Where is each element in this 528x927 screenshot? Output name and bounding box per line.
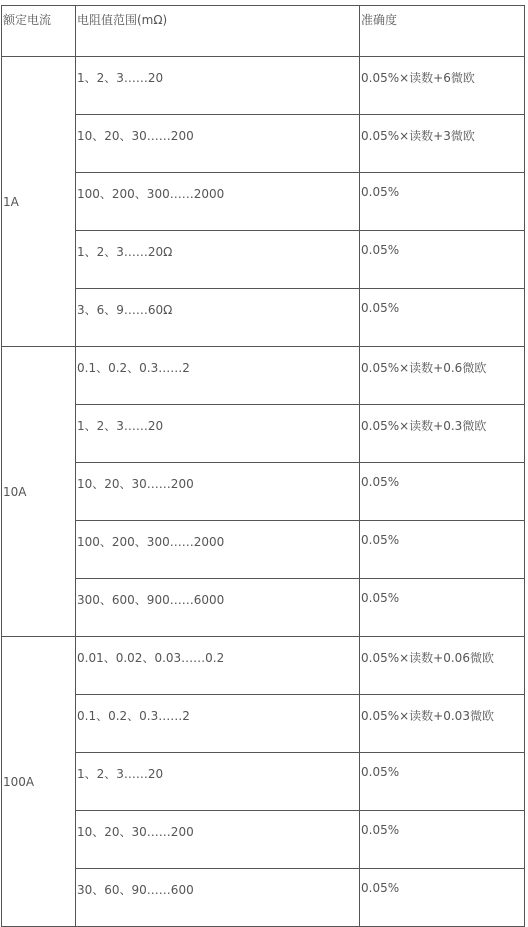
range-cell: 300、600、900……6000 bbox=[76, 579, 360, 637]
table-row bbox=[2, 405, 525, 463]
range-cell: 0.1、0.2、0.3……2 bbox=[76, 695, 360, 753]
table-row bbox=[2, 173, 525, 231]
accuracy-cell: 0.05% bbox=[360, 753, 525, 811]
current-cell: 100A bbox=[2, 637, 76, 927]
accuracy-cell: 0.05%×读数+0.06微欧 bbox=[360, 637, 525, 695]
table-row bbox=[2, 695, 525, 753]
header-current: 额定电流 bbox=[2, 6, 76, 57]
range-cell: 1、2、3……20 bbox=[76, 405, 360, 463]
accuracy-cell: 0.05%×读数+3微欧 bbox=[360, 115, 525, 173]
header-range: 电阻值范围(mΩ) bbox=[76, 6, 360, 57]
accuracy-cell: 0.05% bbox=[360, 289, 525, 347]
table-body bbox=[2, 57, 525, 927]
range-cell: 30、60、90……600 bbox=[76, 869, 360, 927]
table-row bbox=[2, 637, 525, 695]
current-cell: 1A bbox=[2, 57, 76, 347]
range-cell: 1、2、3……20 bbox=[76, 57, 360, 115]
range-cell: 10、20、30……200 bbox=[76, 811, 360, 869]
table-row bbox=[2, 811, 525, 869]
range-cell: 3、6、9……60Ω bbox=[76, 289, 360, 347]
range-cell: 10、20、30……200 bbox=[76, 115, 360, 173]
spec-table bbox=[1, 5, 525, 927]
header-row bbox=[2, 6, 525, 57]
accuracy-cell: 0.05%×读数+6微欧 bbox=[360, 57, 525, 115]
accuracy-cell: 0.05% bbox=[360, 521, 525, 579]
range-cell: 1、2、3……20 bbox=[76, 753, 360, 811]
accuracy-cell: 0.05% bbox=[360, 869, 525, 927]
accuracy-cell: 0.05% bbox=[360, 463, 525, 521]
range-cell: 100、200、300……2000 bbox=[76, 173, 360, 231]
table-row bbox=[2, 289, 525, 347]
table-row bbox=[2, 753, 525, 811]
accuracy-cell: 0.05% bbox=[360, 811, 525, 869]
range-cell: 0.1、0.2、0.3……2 bbox=[76, 347, 360, 405]
range-cell: 10、20、30……200 bbox=[76, 463, 360, 521]
range-cell: 1、2、3……20Ω bbox=[76, 231, 360, 289]
accuracy-cell: 0.05% bbox=[360, 173, 525, 231]
accuracy-cell: 0.05%×读数+0.3微欧 bbox=[360, 405, 525, 463]
table-row bbox=[2, 57, 525, 115]
table-row bbox=[2, 115, 525, 173]
accuracy-cell: 0.05%×读数+0.6微欧 bbox=[360, 347, 525, 405]
range-cell: 0.01、0.02、0.03……0.2 bbox=[76, 637, 360, 695]
range-cell: 100、200、300……2000 bbox=[76, 521, 360, 579]
table-row bbox=[2, 869, 525, 927]
table-row bbox=[2, 463, 525, 521]
table-row bbox=[2, 231, 525, 289]
header-accuracy: 准确度 bbox=[360, 6, 525, 57]
current-cell: 10A bbox=[2, 347, 76, 637]
accuracy-cell: 0.05%×读数+0.03微欧 bbox=[360, 695, 525, 753]
table-row bbox=[2, 347, 525, 405]
table-row bbox=[2, 579, 525, 637]
table-row bbox=[2, 521, 525, 579]
accuracy-cell: 0.05% bbox=[360, 579, 525, 637]
accuracy-cell: 0.05% bbox=[360, 231, 525, 289]
